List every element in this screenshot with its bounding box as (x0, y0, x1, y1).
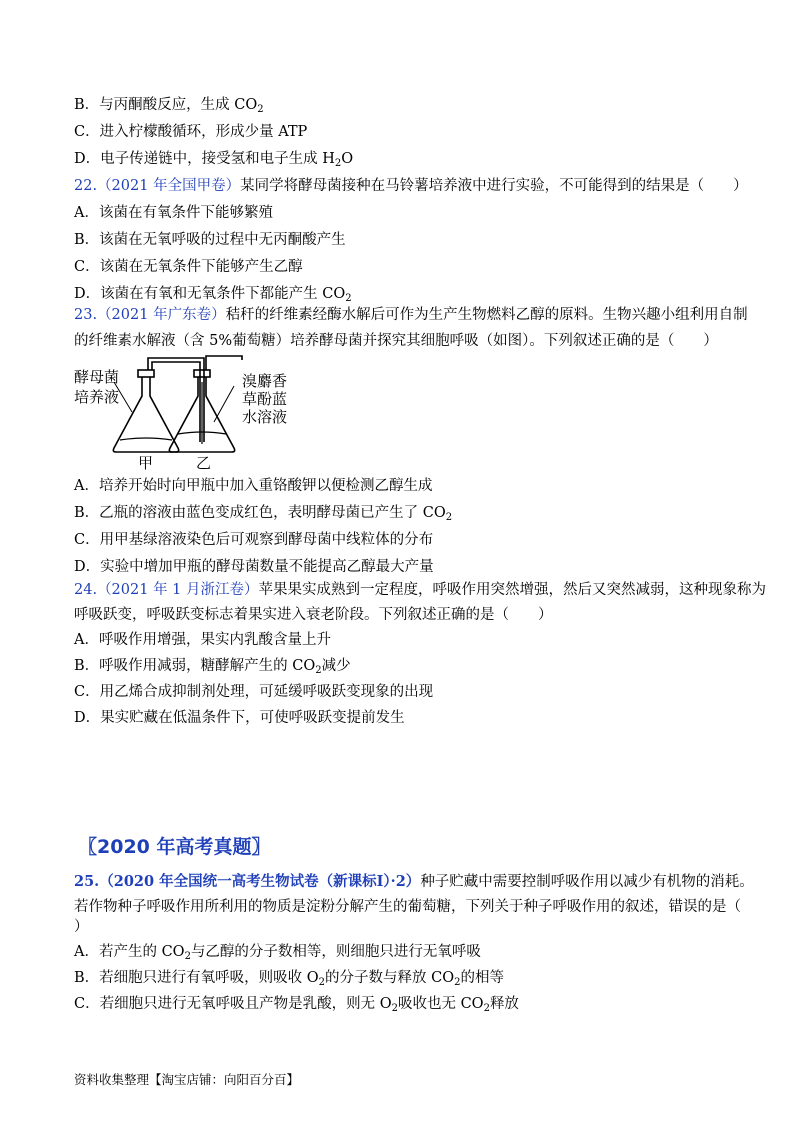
connecting-tube (148, 356, 242, 442)
q23-stem-line1: 23.（2021 年广东卷）秸秆的纤维素经酶水解后可作为生产生物燃料乙醇的原料。生物兴趣小组利用自制 (74, 307, 748, 323)
q23-option-d: D．实验中增加甲瓶的酵母菌数量不能提高乙醇最大产量 (74, 559, 434, 575)
flask-apparatus-figure (74, 352, 294, 470)
q24-option-b: B．呼吸作用减弱，糖酵解产生的 $CO_2$减少 (74, 658, 351, 676)
q22-option-b: B．该菌在无氧呼吸的过程中无丙酮酸产生 (74, 232, 346, 248)
q25-stem-line1: 25.（2020 年全国统一高考生物试卷（新课标Ⅰ）·2）种子贮藏中需要控制呼吸作用以减少有机物的消耗。 (74, 873, 754, 890)
q25-stem-line3: ） (74, 919, 89, 935)
flask-a (113, 370, 178, 452)
q25-option-a: A．若产生的 $CO_2$与乙醇的分子数相等，则细胞只进行无氧呼吸 (74, 944, 481, 962)
leader-line-b (214, 386, 234, 422)
q21-option-b: B．与丙酮酸反应，生成 $CO_2$ (74, 97, 264, 115)
q21-option-c: C．进入柠檬酸循环，形成少量 ATP (74, 124, 308, 140)
q23-option-a: A．培养开始时向甲瓶中加入重铬酸钾以便检测乙醇生成 (74, 478, 433, 494)
q23-stem-line2: 的纤维素水解液（含 5%葡萄糖）培养酵母菌并探究其细胞呼吸（如图）。下列叙述正确的是（ ） (74, 333, 718, 349)
figure-label-right-2: 草酚蓝 (242, 390, 288, 408)
section-heading-2020: 〖2020 年高考真题〗 (78, 836, 271, 858)
figure-label-left-1: 酵母菌 (74, 368, 120, 386)
q24-option-d: D．果实贮藏在低温条件下，可使呼吸跃变提前发生 (74, 710, 405, 726)
flask-a-label: 甲 (138, 454, 154, 470)
q25-option-c: C．若细胞只进行无氧呼吸且产物是乳酸，则无 $O_2$吸收也无 $CO_2$释放 (74, 996, 519, 1014)
q23-option-c: C．用甲基绿溶液染色后可观察到酵母菌中线粒体的分布 (74, 532, 434, 548)
figure-label-right-1: 溴麝香 (242, 372, 288, 390)
page-footer: 资料收集整理【淘宝店铺：向阳百分百】 (74, 1072, 300, 1087)
q23-option-b: B．乙瓶的溶液由蓝色变成红色，表明酵母菌已产生了 $CO_2$ (74, 505, 453, 523)
figure-label-left-2: 培养液 (74, 388, 120, 406)
q24-option-a: A．呼吸作用增强，果实内乳酸含量上升 (74, 632, 331, 648)
q22-stem: 22.（2021 年全国甲卷）某同学将酵母菌接种在马铃薯培养液中进行实验，不可能得到的结果是（ ） (74, 178, 748, 194)
flask-b (169, 370, 234, 452)
q24-stem-line1: 24.（2021 年 1 月浙江卷）苹果果实成熟到一定程度，呼吸作用突然增强，然后又突然减弱，这种现象称为 (74, 582, 767, 598)
q25-option-b: B．若细胞只进行有氧呼吸，则吸收 $O_2$的分子数与释放 $CO_2$的相等 (74, 970, 504, 988)
q24-stem-line2: 呼吸跃变，呼吸跃变标志着果实进入衰老阶段。下列叙述正确的是（ ） (74, 607, 553, 623)
q22-option-d: D．该菌在有氧和无氧条件下都能产生 $CO_2$ (74, 286, 352, 304)
q25-stem-line2: 若作物种子呼吸作用所利用的物质是淀粉分解产生的葡萄糖，下列关于种子呼吸作用的叙述，错误的是（ (74, 899, 741, 915)
q21-option-d: D．电子传递链中，接受氢和电子生成 $H_2O$ (74, 151, 354, 169)
q24-option-c: C．用乙烯合成抑制剂处理，可延缓呼吸跃变现象的出现 (74, 684, 434, 700)
q22-option-a: A．该菌在有氧条件下能够繁殖 (74, 205, 273, 221)
flask-b-label: 乙 (196, 454, 212, 470)
figure-label-right-3: 水溶液 (242, 408, 288, 426)
q22-option-c: C．该菌在无氧条件下能够产生乙醇 (74, 259, 303, 275)
